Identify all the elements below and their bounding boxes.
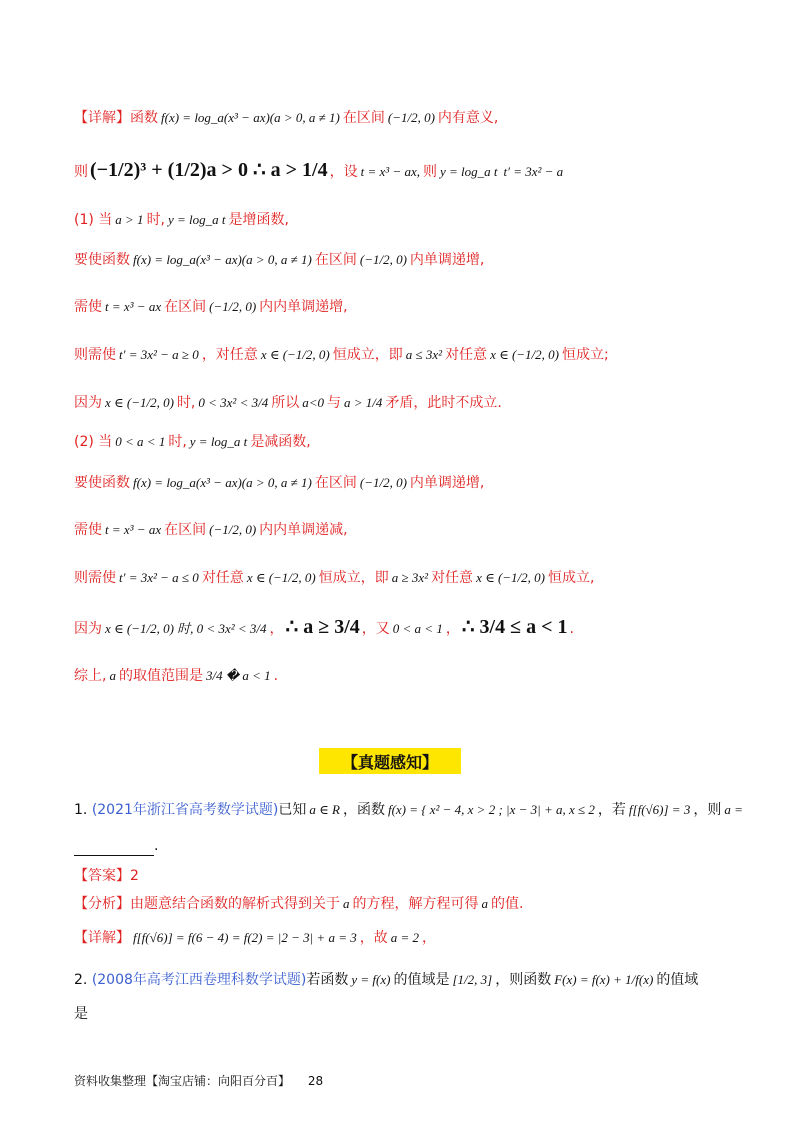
q1-detail: 【详解】 f[f(√6)] = f(6 − 4) = f(2) = |2 − 3| + a = 3 ，故 a = 2 ， (74, 930, 437, 946)
detail-line-2: 则 (−1/2)³ + (1/2)a > 0 ∴ a > 1/4 ，设 t = x³ − ax, 则 y = log_a t t′ = 3x² − a (74, 159, 564, 181)
detail-line-3: (1) 当 a > 1 时, y = log_a t 是增函数, (74, 212, 289, 228)
footer-text: 资料收集整理【淘宝店铺：向阳百分百】 (74, 1074, 291, 1088)
detail-line-11: 则需使 t′ = 3x² − a ≤ 0 对任意 x ∈ (−1/2, 0) 恒成立，即 a ≥ 3x² 对任意 x ∈ (−1/2, 0) 恒成立, (74, 570, 595, 586)
q1-source: (2021年浙江省高考数学试题) (91, 802, 279, 818)
q1-line-1: 1. (2021年浙江省高考数学试题)已知 a ∈ R ，函数 f(x) = { x² − 4, x > 2 ; |x − 3| + a, x ≤ 2 ，若 f[f(√6)] = 3 ，则 a = (74, 802, 743, 818)
q2-source: (2008年高考江西卷理科数学试题) (91, 972, 307, 988)
q1-number: 1. (74, 802, 88, 818)
section-title: 【真题感知】 (319, 748, 461, 774)
detail-line-6: 则需使 t′ = 3x² − a ≥ 0 ，对任意 x ∈ (−1/2, 0) 恒成立，即 a ≤ 3x² 对任意 x ∈ (−1/2, 0) 恒成立; (74, 347, 609, 363)
detail-line-5: 需使 t = x³ − ax 在区间 (−1/2, 0) 内内单调递增, (74, 299, 348, 315)
detail-line-12: 因为 x ∈ (−1/2, 0) 时, 0 < 3x² < 3/4 ， ∴ a ≥ 3/4 ，又 0 < a < 1 ， ∴ 3/4 ≤ a < 1 . (74, 616, 574, 638)
page-number: 28 (307, 1074, 324, 1088)
q1-blank-line: . (74, 836, 760, 856)
detail-line-13: 综上, a 的取值范围是 3/4 � a < 1 . (74, 668, 279, 684)
detail-line-8: (2) 当 0 < a < 1 时, y = log_a t 是减函数, (74, 434, 311, 450)
detail-line-4: 要使函数 f(x) = log_a(x³ − ax)(a > 0, a ≠ 1) 在区间 (−1/2, 0) 内单调递增, (74, 252, 485, 268)
q2-line-1: 2. (2008年高考江西卷理科数学试题)若函数 y = f(x) 的值域是 [1/2, 3] ，则函数 F(x) = f(x) + 1/f(x) 的值域 (74, 972, 699, 988)
detail-line-10: 需使 t = x³ − ax 在区间 (−1/2, 0) 内内单调递减, (74, 522, 348, 538)
page-footer (74, 1072, 323, 1089)
detail-line-7: 因为 x ∈ (−1/2, 0) 时, 0 < 3x² < 3/4 所以 a<0 与 a > 1/4 矛盾，此时不成立. (74, 395, 502, 411)
q1-answer: 【答案】2 (74, 868, 139, 884)
detail-line-9: 要使函数 f(x) = log_a(x³ − ax)(a > 0, a ≠ 1) 在区间 (−1/2, 0) 内单调递增, (74, 475, 485, 491)
q2-line-2: 是 (74, 1006, 88, 1022)
answer-blank (74, 841, 154, 856)
q2-number: 2. (74, 972, 88, 988)
detail-line-1: 【详解】函数 f(x) = log_a(x³ − ax)(a > 0, a ≠ 1) 在区间 (−1/2, 0) 内有意义, (74, 110, 499, 126)
q1-analysis: 【分析】由题意结合函数的解析式得到关于 a 的方程，解方程可得 a 的值. (74, 896, 524, 912)
